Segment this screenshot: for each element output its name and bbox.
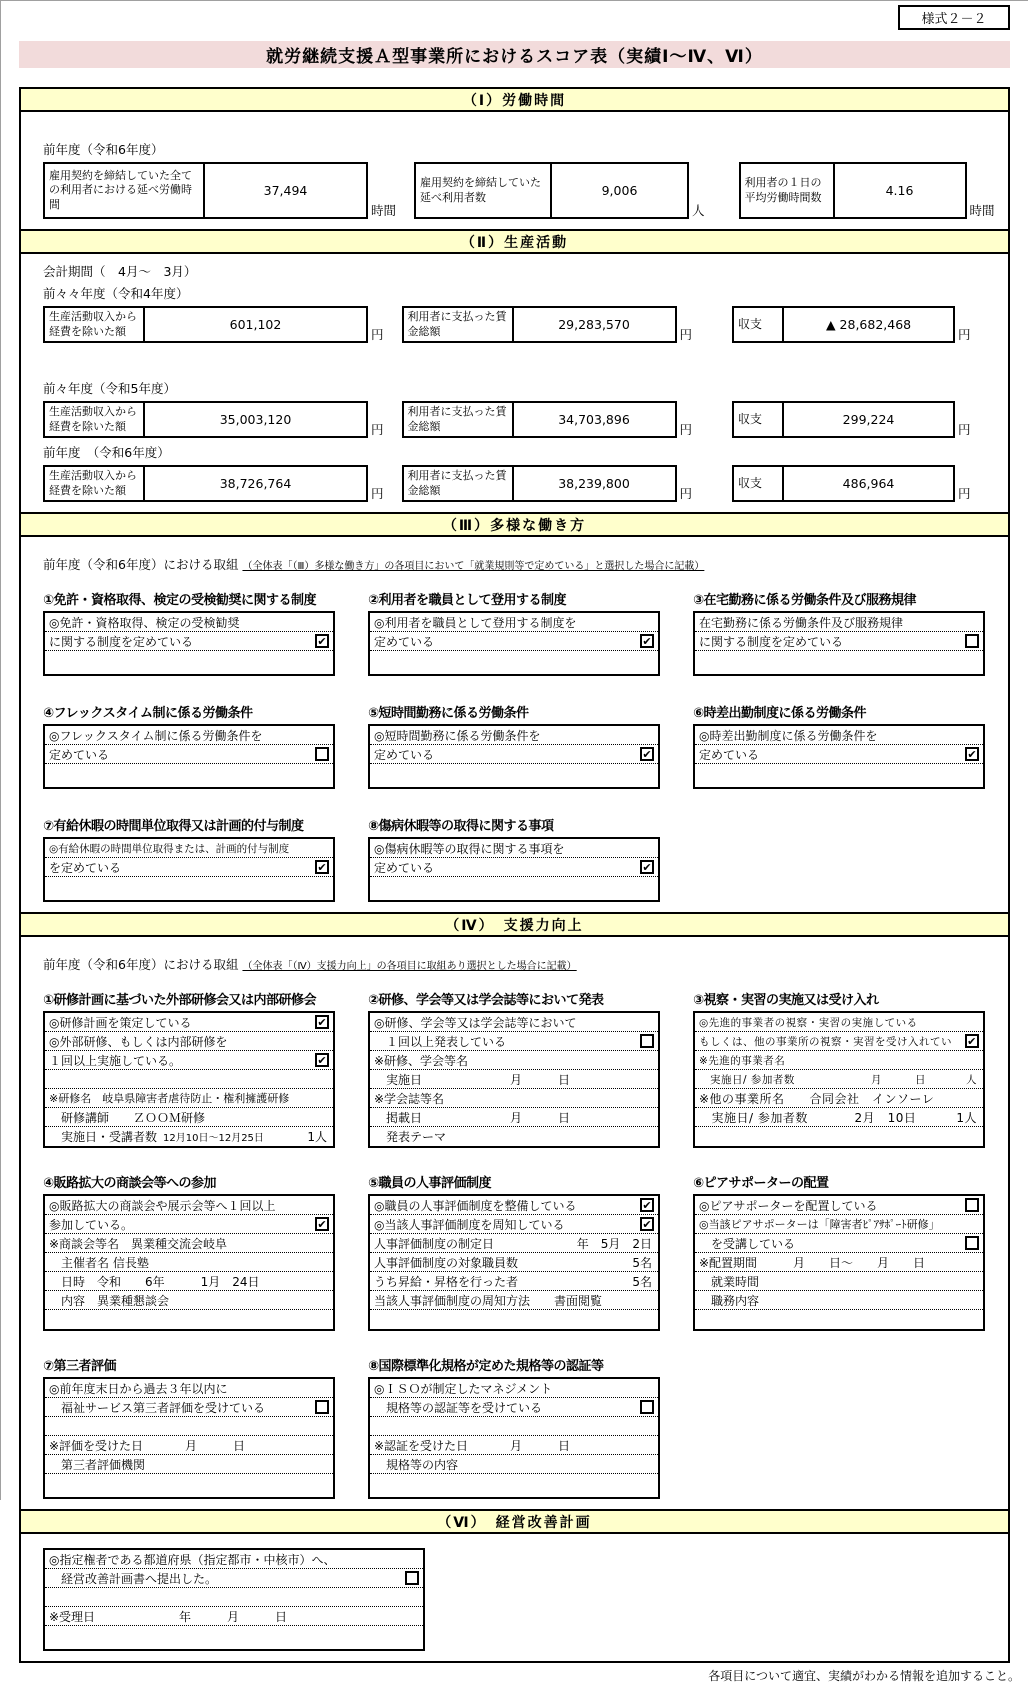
blank-row [370,1310,658,1329]
field-value: 月 日 [871,1073,926,1086]
field-label: 生産活動収入から経費を除いた額 [45,467,145,500]
field-label: ※商談会等名 異業種交流会岐阜 [49,1236,228,1251]
intro-note: （全体表「（Ⅳ）支援力向上」の各項目に取組あり選択とした場合に記載） [242,961,577,972]
field-label: ◎当該ピアサポーターは「障害者ﾋﾟｱｻﾎﾟｰﾄ研修」 [699,1218,940,1231]
blank-row [45,1310,333,1329]
field-label: 利用者に支払った賃金総額 [404,308,514,341]
checkbox[interactable] [315,1400,329,1414]
wages-paid-field [402,465,677,502]
section-management-improvement [19,1509,1010,1663]
item-title: ①研修計画に基づいた外部研修会又は内部研修会 [43,993,317,1008]
field-label: うち昇給・昇格を行った者 [374,1274,519,1289]
field-label: 定めている [49,747,110,762]
blank-row [45,1626,423,1649]
s3-item-4 [43,702,335,789]
blank-row [695,764,983,787]
s3-item-1 [43,589,335,676]
blank-row [370,1474,658,1497]
field-value: 5名 [632,1255,652,1270]
field-label: ◎利用者を職員として登用する制度を [374,615,577,630]
s4-item-5-hr-evaluation [368,1172,660,1331]
field-label: ◎外部研修、もしくは内部研修を [49,1034,228,1049]
year-label: 前年度 （令和6年度） [43,445,170,460]
field-label: 規格等の認証等を受けている [374,1400,543,1415]
blank-row [45,1070,333,1089]
field-label: 就業時間 [699,1274,760,1289]
blank-row [45,1588,423,1607]
field-label: もしくは、他の事業所の視察・実習を受け入れてい [699,1035,952,1048]
checkbox[interactable] [640,1400,654,1414]
accounting-period-label: 会計期間（ 4月～ 3月） [43,264,197,279]
fiscal-row-r4 [43,284,996,343]
field-value: 299,224 [842,412,895,427]
field-value: 年 5月 2日 [576,1236,652,1251]
field-label: 福祉サービス第三者評価を受けている [49,1400,266,1415]
field-value: 月 日 [184,1438,245,1453]
field-label: 利用者の１日の平均労働時間数 [741,164,835,217]
field-value: 月 日 [509,1438,570,1453]
blank-row [370,651,658,674]
field-label: ※認証を受けた日 [374,1438,469,1453]
checkbox[interactable] [405,1571,419,1585]
field-label: 定めている [374,860,435,875]
year-label: 前々々年度（令和4年度） [43,286,189,301]
checkbox[interactable]: ✔ [640,747,654,761]
checkbox[interactable]: ✔ [315,1015,329,1029]
s4-item-3-site-visit [693,989,985,1148]
unit-label: 円 [371,422,384,437]
item-title: ⑧国際標準化規格が定めた規格等の認証等 [368,1359,604,1374]
s1-year-label: 前年度（令和6年度） [43,142,164,157]
field-label: 在宅勤務に係る労働条件及び服務規律 [699,615,904,630]
blank-row [695,1310,983,1329]
field-label: ※研修名 岐阜県障害者虐待防止・権利擁護研修 [49,1092,290,1105]
field-label: ◎時差出勤制度に係る労働条件を [699,728,878,743]
form-code-box [898,5,1010,30]
field-label: ◎販路拡大の商談会や展示会等へ１回以上 [49,1198,276,1213]
year-label: 前々年度（令和5年度） [43,381,176,396]
checkbox[interactable]: ✔ [640,1217,654,1231]
field-value: 38,239,800 [558,476,630,491]
field-label: ◎フレックスタイム制に係る労働条件を [49,728,263,743]
field-value: ▲ 28,682,468 [825,317,912,332]
field-label: ◎指定権者である都道府県（指定都市・中核市）へ、 [49,1552,336,1567]
fiscal-row-r5 [43,379,996,438]
item-title: ②研修、学会等又は学会誌等において発表 [368,993,604,1008]
field-value: 29,283,570 [558,317,630,332]
field-label: 利用者に支払った賃金総額 [404,403,514,436]
intro-text: 前年度（令和6年度）における取組 [43,557,239,572]
checkbox[interactable] [965,1198,979,1212]
field-label: 主催者名 信長塾 [49,1255,149,1270]
field-label: ※配置期間 月 日～ 月 日 [699,1255,926,1270]
unit-label: 円 [679,327,693,342]
blank-row [45,877,333,900]
field-label: 定めている [699,747,760,762]
item-title: ④販路拡大の商談会等への参加 [43,1176,217,1191]
field-label: 参加している。 [49,1217,134,1232]
section-labor-time-header: （Ⅰ）労働時間 [21,89,1008,112]
s4-item-spacer [693,1355,985,1499]
field-label: 日時 令和 6年 1月 24日 [49,1274,260,1289]
checkbox[interactable]: ✔ [640,1198,654,1212]
checkbox[interactable]: ✔ [315,634,329,648]
checkbox[interactable] [640,1034,654,1048]
field-value: 人 [966,1073,977,1086]
field-label: 当該人事評価制度の周知方法 書面閲覧 [374,1293,603,1308]
field-value: 38,726,764 [219,476,292,491]
checkbox[interactable]: ✔ [640,634,654,648]
field-label: 定めている [374,634,435,649]
section-diverse-header: （Ⅲ）多様な働き方 [21,514,1008,537]
field-label: 実施日/ 参加者数 [699,1110,808,1125]
field-label: ◎前年度末日から過去３年以内に [49,1381,228,1396]
field-label: ◎先進的事業者の視察・実習の実施している [699,1016,918,1029]
field-value: 2月 10日 [854,1110,917,1125]
field-label: ◎当該人事評価制度を周知している [374,1217,565,1232]
unit-label: 時間 [371,203,397,218]
field-label: 第三者評価機関 [49,1457,146,1472]
field-label: ※先進的事業者名 [699,1054,786,1067]
unit-label: 円 [371,327,384,342]
section-support-header: （Ⅳ） 支援力向上 [21,914,1008,937]
field-label: に関する制度を定めている [699,634,844,649]
balance-field [732,306,955,343]
s4-item-4-trade-fair [43,1172,335,1331]
field-label: 職務内容 [699,1293,760,1308]
fiscal-row-r6 [43,443,996,502]
checkbox[interactable]: ✔ [315,860,329,874]
field-label: 利用者に支払った賃金総額 [404,467,514,500]
field-value: 月 日 [509,1072,570,1087]
checkbox[interactable] [315,747,329,761]
item-title: ⑤短時間勤務に係る労働条件 [368,706,529,721]
blank-row [45,651,333,674]
s4-item-1-training [43,989,335,1148]
section-management-header: （Ⅵ） 経営改善計画 [21,1511,1008,1534]
footer-note: 各項目について適宜、実績がわかる情報を追加すること。 [708,1669,1020,1683]
field-label: ※受理日 年 月 日 [49,1609,288,1624]
checkbox[interactable]: ✔ [640,860,654,874]
field-label: 収支 [734,467,784,500]
field-value: 12月10日～12月25日 [163,1133,264,1144]
blank-row [45,1417,333,1436]
s3-item-spacer [693,815,985,902]
checkbox[interactable] [965,1236,979,1250]
field-value: 9,006 [601,183,638,198]
unit-label: 時間 [969,203,995,218]
field-label: 研修講師 ＺＯＯＭ研修 [49,1110,206,1125]
item-title: ⑦第三者評価 [43,1359,117,1374]
unit-label: 円 [679,422,693,437]
field-label: 掲載日 [374,1110,423,1125]
item-title: ①免許・資格取得、検定の受検勧奨に関する制度 [43,593,317,608]
balance-field [732,465,955,502]
checkbox[interactable] [965,634,979,648]
net-income-field [43,401,368,438]
section-diverse-work-styles [19,512,1010,914]
field-label: ※研修、学会等名 [374,1053,469,1068]
form-sections [19,87,1010,1663]
field-label: を定めている [49,860,122,875]
page-title: 就労継続支援Ａ型事業所におけるスコア表（実績Ⅰ～Ⅳ、Ⅵ） [19,41,1010,68]
s3-item-2 [368,589,660,676]
field-value: 601,102 [229,317,282,332]
intro-note: （全体表「（Ⅲ）多様な働き方」の各項目において「就業規則等で定めている」と選択した場合に記載） [242,561,705,572]
field-label: 内容 異業種懇談会 [49,1293,170,1308]
blank-row [45,1474,333,1497]
blank-row [370,877,658,900]
wages-paid-field [402,401,677,438]
field-label: ※学会誌等名 [374,1091,445,1106]
s3-item-7 [43,815,335,902]
section-support-improvement [19,912,1010,1511]
s4-item-8-iso [368,1355,660,1499]
field-label: を受講している [699,1236,796,1251]
s4-item-2-presentation [368,989,660,1148]
section-production-activity [19,229,1010,514]
item-title: ⑧傷病休暇等の取得に関する事項 [368,819,554,834]
unit-label: 円 [679,486,693,501]
unit-label: 人 [692,203,705,218]
s3-item-6 [693,702,985,789]
field-label: ◎研修計画を策定している [49,1015,192,1030]
section-labor-time [19,87,1010,231]
net-income-field [43,306,368,343]
field-label: 収支 [734,308,784,341]
item-title: ④フレックスタイム制に係る労働条件 [43,706,253,721]
field-value: 5名 [632,1274,652,1289]
field-label: 実施日 [374,1072,423,1087]
field-label: 発表テーマ [374,1130,447,1144]
field-label: 生産活動収入から経費を除いた額 [45,403,145,436]
checkbox[interactable]: ✔ [965,1034,979,1048]
balance-field [732,401,955,438]
blank-row [370,764,658,787]
field-label: 実施日・受講者数 [49,1130,158,1144]
field-label: 人事評価制度の制定日 [374,1236,495,1251]
unit-label: 円 [958,486,971,501]
blank-row [370,1417,658,1436]
field-label: ◎傷病休暇等の取得に関する事項を [374,841,565,856]
field-label: 定めている [374,747,435,762]
field-label: ◎有給休暇の時間単位取得または、計画的付与制度 [49,842,290,855]
s3-item-3 [693,589,985,676]
intro-text: 前年度（令和6年度）における取組 [43,957,239,972]
item-title: ③視察・実習の実施又は受け入れ [693,993,879,1008]
field-label: ※評価を受けた日 [49,1438,144,1453]
field-label: ◎短時間勤務に係る労働条件を [374,728,541,743]
field-value: 月 日 [509,1110,570,1125]
s3-item-5 [368,702,660,789]
section-production-header: （Ⅱ）生産活動 [21,231,1008,254]
item-title: ⑥ピアサポーターの配置 [693,1176,829,1191]
field-value: 35,003,120 [219,412,292,427]
field-label: に関する制度を定めている [49,634,194,649]
field-label: ◎職員の人事評価制度を整備している [374,1198,577,1213]
item-title: ⑤職員の人事評価制度 [368,1176,492,1191]
blank-row [695,1127,983,1146]
top-bar [1,1,1028,35]
item-title: ③在宅勤務に係る労働条件及び服務規律 [693,593,917,608]
form-code-label: 様式２－２ [921,12,987,27]
field-label: １回以上発表している [374,1034,507,1049]
total-work-hours-field [43,162,368,219]
checkbox[interactable]: ✔ [315,1217,329,1231]
field-value: 4.16 [885,183,914,198]
field-label: ◎ＩＳＯが制定したマネジメント [374,1381,553,1396]
blank-row [695,651,983,674]
checkbox[interactable]: ✔ [965,747,979,761]
field-label: 雇用契約を締結していた延べ利用者数 [416,164,552,217]
wages-paid-field [402,306,677,343]
field-label: 収支 [734,403,784,436]
field-label: 人事評価制度の対象職員数 [374,1255,519,1270]
net-income-field [43,465,368,502]
field-label: ◎免許・資格取得、検定の受検勧奨 [49,615,240,630]
item-title: ②利用者を職員として登用する制度 [368,593,567,608]
s4-intro [43,955,996,973]
field-label: １回以上実施している。 [49,1053,182,1068]
field-label: 生産活動収入から経費を除いた額 [45,308,145,341]
field-value: 34,703,896 [558,412,630,427]
blank-row [45,764,333,787]
field-value: 37,494 [263,183,308,198]
field-label: 規格等の内容 [374,1457,459,1472]
s6-box [43,1548,425,1651]
field-label: 雇用契約を締結していた全ての利用者における延べ労働時間 [45,164,205,217]
checkbox[interactable]: ✔ [315,1053,329,1067]
total-users-field [414,162,689,219]
s4-item-6-peer-supporter [693,1172,985,1331]
s3-intro [43,555,996,573]
field-value: 1人 [956,1110,977,1125]
field-label: ◎ピアサポーターを配置している [699,1198,878,1213]
item-title: ⑦有給休暇の時間単位取得又は計画的付与制度 [43,819,304,834]
field-label: ◎研修、学会等又は学会誌等において [374,1015,577,1030]
unit-label: 円 [958,422,971,437]
field-label: 実施日/ 参加者数 [699,1073,795,1086]
field-value: 1人 [307,1130,327,1144]
unit-label: 円 [958,327,971,342]
field-label: 経営改善計画書へ提出した。 [49,1571,218,1586]
avg-daily-hours-field [739,162,967,219]
field-value: 486,964 [842,476,895,491]
s3-item-8 [368,815,660,902]
field-label: ※他の事業所名 合同会社 インソーレ [699,1091,935,1106]
unit-label: 円 [371,486,384,501]
s4-item-7-third-party [43,1355,335,1499]
item-title: ⑥時差出勤制度に係る労働条件 [693,706,867,721]
